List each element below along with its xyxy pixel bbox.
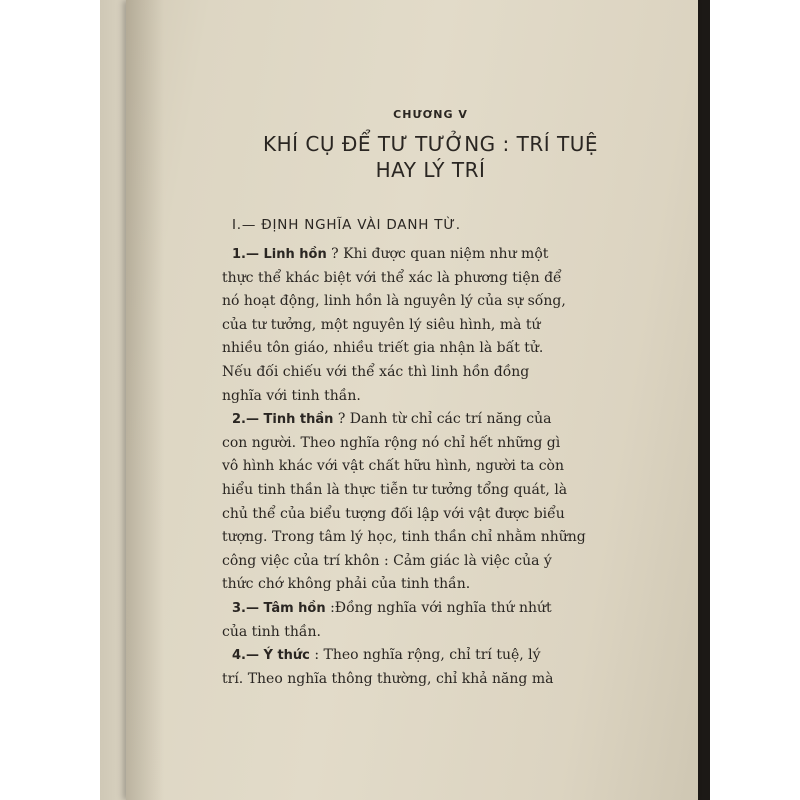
paragraph-line: Nếu đối chiếu với thể xác thì linh hồn đồng bbox=[222, 363, 530, 380]
paragraphs bbox=[222, 243, 627, 691]
paragraph-line: thực thể khác biệt với thể xác là phương tiện để bbox=[222, 269, 562, 286]
section-heading: I.— ĐỊNH NGHĨA VÀI DANH TỪ. bbox=[232, 217, 461, 233]
chapter-title bbox=[222, 131, 627, 183]
paragraph-line: hiểu tinh thần là thực tiễn tư tưởng tổng quát, là bbox=[222, 481, 568, 498]
paragraph-line: con người. Theo nghĩa rộng nó chỉ hết những gì bbox=[222, 434, 561, 451]
paragraph-line: của tư tưởng, một nguyên lý siêu hình, mà tứ bbox=[222, 316, 541, 333]
paragraph-line: thức chớ không phải của tinh thần. bbox=[222, 576, 471, 593]
definition-paragraph bbox=[222, 408, 627, 597]
paragraph-line: nhiều tôn giáo, nhiều triết gia nhận là bất tử. bbox=[222, 340, 544, 357]
definition-term: 3.— Tâm hồn bbox=[232, 600, 326, 616]
paragraph-line: của tinh thần. bbox=[222, 623, 321, 640]
paragraph-line: nó hoạt động, linh hồn là nguyên lý của sự sống, bbox=[222, 293, 566, 310]
paragraph-line: công việc của trí khôn : Cảm giác là việc của ý bbox=[222, 552, 552, 569]
chapter-label: CHƯƠNG V bbox=[393, 108, 468, 121]
title-line-1: KHÍ CỤ ĐỂ TƯ TƯỞNG : TRÍ TUỆ bbox=[262, 132, 598, 156]
title-line-2: HAY LÝ TRÍ bbox=[375, 158, 486, 182]
definition-paragraph bbox=[222, 597, 627, 644]
definition-paragraph bbox=[222, 644, 627, 691]
paragraph-line: chủ thể của biểu tượng đối lập với vật được biểu bbox=[222, 505, 565, 522]
paragraph-line: 3.— Tâm hồn :Đồng nghĩa với nghĩa thứ nhứt bbox=[232, 599, 552, 616]
definition-term: 4.— Ý thức bbox=[232, 648, 310, 664]
definition-term: 1.— Linh hồn bbox=[232, 247, 327, 262]
paragraph-line: 1.— Linh hồn ? Khi được quan niệm như một bbox=[232, 246, 549, 262]
paragraph-line: trí. Theo nghĩa thông thường, chỉ khả năng mà bbox=[222, 670, 554, 687]
page-text bbox=[222, 100, 627, 691]
paragraph-line: 2.— Tinh thần ? Danh từ chỉ các trí năng của bbox=[232, 411, 552, 428]
page-spine-shadow bbox=[126, 0, 164, 800]
definition-paragraph bbox=[222, 243, 627, 408]
paragraph-line: vô hình khác với vật chất hữu hình, người ta còn bbox=[222, 458, 565, 475]
paragraph-line: tượng. Trong tâm lý học, tinh thần chỉ nhằm những bbox=[222, 529, 586, 546]
definition-term: 2.— Tinh thần bbox=[232, 412, 334, 428]
paragraph-line: nghĩa với tinh thần. bbox=[222, 387, 361, 404]
paragraph-line: 4.— Ý thức : Theo nghĩa rộng, chỉ trí tuệ, lý bbox=[232, 647, 541, 664]
